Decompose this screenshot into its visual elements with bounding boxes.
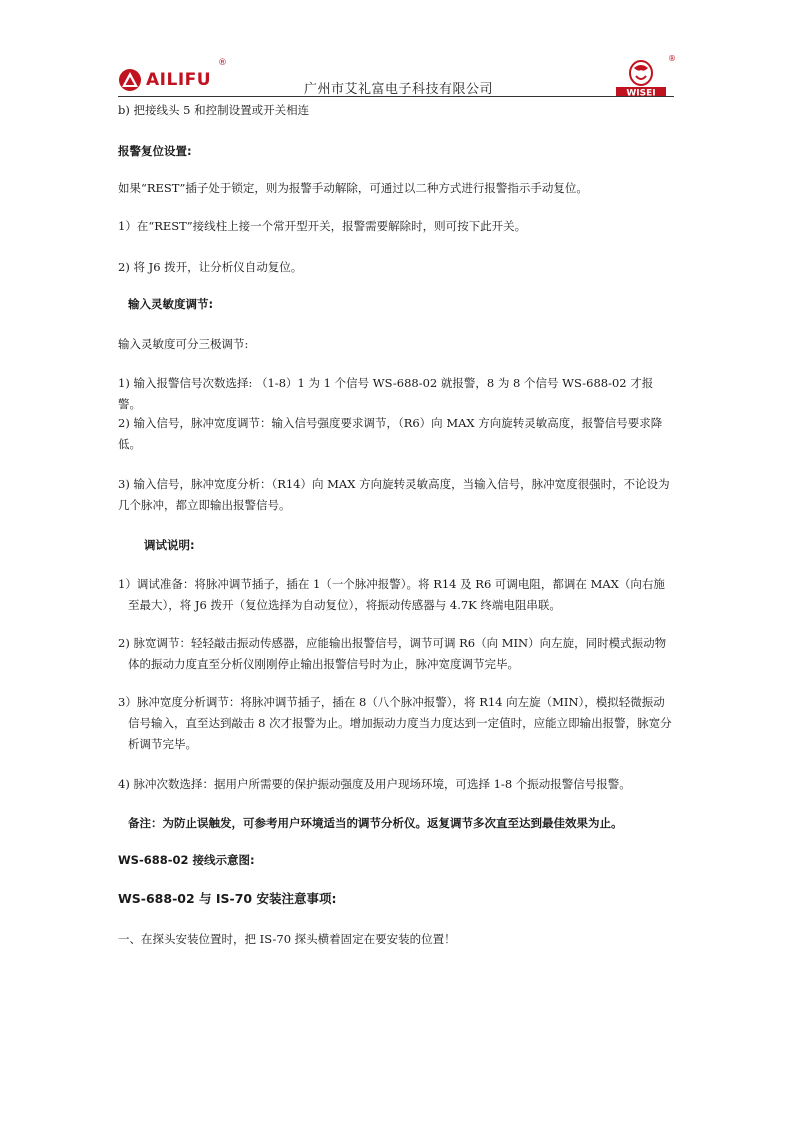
note: 备注：为防止误触发，可参考用户环境适当的调节分析仪。返复调节多次直至达到最佳效果为止。 [128, 816, 623, 830]
logo-wordmark: AILIFU [146, 70, 212, 90]
page-header [118, 54, 676, 98]
ailifu-logo [118, 66, 211, 94]
header-divider [118, 96, 674, 97]
sensitivity-step-1: 1) 输入报警信号次数选择: （1-8）1 为 1 个信号 WS-688-02 就报警，8 为 8 个信号 WS-688-02 才报警。 [118, 376, 654, 411]
registered-mark-right: ® [668, 54, 676, 63]
wisei-wordmark: WISEI [626, 88, 656, 98]
debug-step-2: 2) 脉宽调节：轻轻敲击振动传感器，应能输出报警信号，调节可调 R6（向 MIN）向左旋，同时模式振动物体的振动力度直至分析仪刚刚停止输出报警信号时为止，脉冲宽度调节完毕。 [118, 636, 667, 671]
alarm-reset-step-1: 1）在“REST”接线柱上接一个常开型开关，报警需要解除时，则可按下此开关。 [118, 219, 527, 233]
sensitivity-title: 输入灵敏度调节: [128, 297, 214, 311]
alarm-reset-intro: 如果“REST”插子处于锁定，则为报警手动解除，可通过以二种方式进行报警指示手动复位。 [118, 181, 588, 195]
sensitivity-intro: 输入灵敏度可分三极调节: [118, 337, 249, 351]
wisei-logo [610, 54, 676, 98]
alarm-reset-step-2: 2) 将 J6 拨开，让分析仪自动复位。 [118, 260, 303, 274]
wisei-emblem-icon [610, 58, 672, 98]
install-step-1: 一、在探头安装位置时，把 IS-70 探头横着固定在要安装的位置！ [118, 932, 456, 946]
company-name: 广州市艾礼富电子科技有限公司 [304, 82, 494, 97]
registered-mark: ® [218, 58, 227, 68]
line-b: b) 把接线头 5 和控制设置或开关相连 [118, 103, 310, 117]
ailifu-triangle-icon [118, 68, 142, 92]
sensitivity-step-3: 3) 输入信号，脉冲宽度分析：（R14）向 MAX 方向旋转灵敏高度，当输入信号，脉冲宽度很强时，不论设为几个脉冲，都立即输出报警信号。 [118, 477, 670, 512]
debug-title: 调试说明: [144, 538, 195, 552]
debug-step-3: 3）脉冲宽度分析调节：将脉冲调节插子，插在 8（八个脉冲报警），将 R14 向左旋（MIN），模拟轻微振动信号输入，直至达到敲击 8 次才报警为止。增加振动力度当力度达到一定值时，应能立即输出报警，脉宽分析调节完毕。 [118, 695, 672, 751]
install-notes-title: WS-688-02 与 IS-70 安装注意事项: [118, 891, 337, 906]
alarm-reset-title: 报警复位设置: [118, 144, 192, 158]
wiring-diagram-title: WS-688-02 接线示意图: [118, 853, 255, 867]
sensitivity-step-2: 2) 输入信号，脉冲宽度调节：输入信号强度要求调节，（R6）向 MAX 方向旋转灵敏高度，报警信号要求降低。 [118, 416, 663, 451]
debug-step-4: 4) 脉冲次数选择：据用户所需要的保护振动强度及用户现场环境，可选择 1-8 个振动报警信号报警。 [118, 777, 631, 791]
debug-step-1: 1）调试准备：将脉冲调节插子，插在 1（一个脉冲报警）。将 R14 及 R6 可调电阻，都调在 MAX（向右施至最大），将 J6 拨开（复位选择为自动复位），将振动传感器与 4.7K 终端电阻串联。 [118, 577, 665, 612]
